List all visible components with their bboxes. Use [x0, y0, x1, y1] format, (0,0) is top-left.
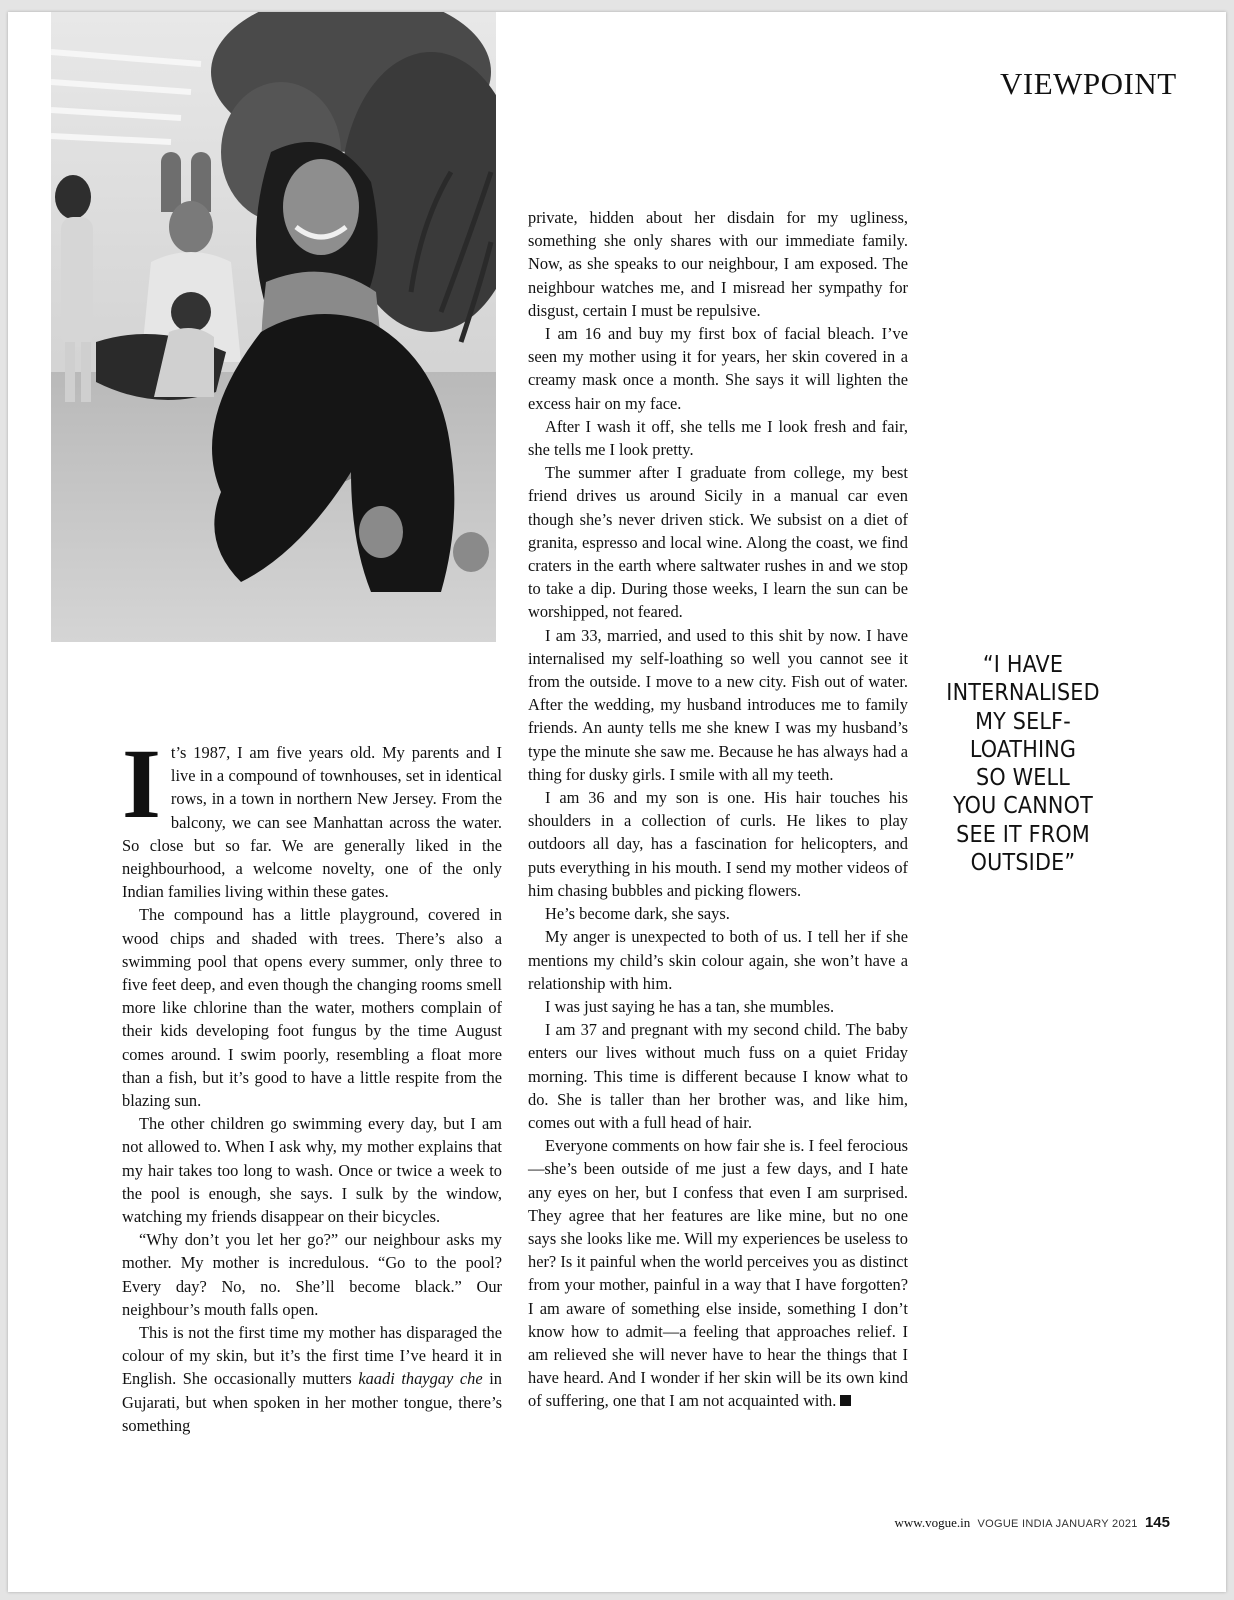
pull-quote-line: OUTSIDE”: [970, 850, 1076, 877]
article-column-middle: [528, 206, 908, 1413]
paragraph: t’s 1987, I am five years old. My parents and I live in a compound of townhouses, set in identical rows, in a town in northern New Jersey. From the balcony, we can see Manhattan across the water. So close but so far. We are generally liked in the neighbourhood, a welcome novelty, one of the only Indian families living within these gates.: [122, 743, 502, 902]
pull-quote-line: YOU CANNOT: [953, 793, 1093, 820]
section-label: VIEWPOINT: [1000, 66, 1177, 101]
portrait-photo-icon: [51, 12, 496, 642]
paragraph: [122, 1321, 502, 1437]
pull-quote-line: INTERNALISED: [946, 680, 1100, 707]
article-column-left: [122, 728, 502, 1437]
paragraph: After I wash it off, she tells me I look fresh and fair, she tells me I look pretty.: [528, 416, 908, 460]
paragraph: The compound has a little playground, covered in wood chips and shaded with trees. There’s also a swimming pool that opens every summer, only three to five feet deep, and even though the changing rooms smell more like chlorine than the water, mothers complain of their kids developing foot fungus by the time August comes around. I swim poorly, resembling a float more than a fish, but it’s good to have a little respite from the blazing sun.: [122, 905, 502, 1111]
gujarati-phrase: kaadi thaygay che: [358, 1369, 483, 1389]
end-mark-icon: [840, 1395, 851, 1406]
pull-quote-line: MY SELF-: [975, 708, 1071, 735]
magazine-issue: VOGUE INDIA JANUARY 2021: [977, 1518, 1138, 1530]
paragraph: I am 37 and pregnant with my second child. The baby enters our lives without much fuss on a quiet Friday morning. This time is different because I know what to do. She is taller than her brother was, and like him, comes out with a full head of hair.: [528, 1020, 908, 1132]
paragraph: He’s become dark, she says.: [545, 904, 730, 924]
paragraph: I was just saying he has a tan, she mumbles.: [545, 996, 835, 1016]
pull-quote-line: “I HAVE: [982, 652, 1064, 678]
paragraph: The other children go swimming every day, but I am not allowed to. When I ask why, my mother explains that my hair takes too long to wash. Once or twice a week to the pool is enough, she says. I sulk by the window, watching my friends disappear on their bicycles.: [122, 1114, 502, 1227]
page-number: 145: [1144, 1514, 1170, 1531]
paragraph: “Why don’t you let her go?” our neighbour asks my mother. My mother is incredulous. “Go to the pool? Every day? No, no. She’ll become black.” Our neighbour’s mouth falls open.: [122, 1230, 502, 1319]
paragraph: The summer after I graduate from college, my best friend drives us around Sicily in a manual car even though she’s never driven stick. We subsist on a diet of granita, espresso and local wine. Along the coast, we find craters in the earth where saltwater rushes in and we stop to take a dip. During those weeks, I learn the sun can be worshipped, not feared.: [528, 463, 908, 622]
drop-cap: I: [122, 728, 161, 839]
paragraph-text: This is not the first time my mother has disparaged the colour of my skin, but it’s the first time I’ve heard it in English. She occasionally mutters: [122, 1323, 502, 1389]
paragraph: I am 16 and buy my first box of facial bleach. I’ve seen my mother using it for years, her skin covered in a creamy mask once a month. She says it will lighten the excess hair on my face.: [528, 324, 908, 413]
paragraph: I am 33, married, and used to this shit by now. I have internalised my self-loathing so well you cannot see it from the outside. I move to a new city. Fish out of water. After the wedding, my husband introduces me to family friends. An aunty tells me she knew I was my husband’s type the minute she saw me. Because he has always had a thing for dusky girls. I smile with all my teeth.: [528, 625, 908, 784]
website-url: www.vogue.in: [894, 1515, 971, 1530]
article-photo: [51, 12, 496, 642]
pull-quote: [928, 651, 1118, 877]
pull-quote-line: SEE IT FROM: [956, 821, 1090, 848]
page-footer: [895, 1514, 1170, 1531]
paragraph-text: Everyone comments on how fair she is. I feel ferocious—she’s been outside of me just a few days, and I hate any eyes on her, but I confess that even I am surprised. They agree that her features are like mine, but no one says she looks like me. Will my experiences be useless to her? Is it painful when the world perceives you as distinct from your mother, painful in a way that I have forgotten? I am aware of something else inside, something I don’t know how to admit—a feeling that approaches relief. I am relieved she will never have to hear the things that I have heard. And I wonder if her skin will be its own kind of suffering, one that I am not acquainted with.: [528, 1136, 908, 1411]
paragraph: My anger is unexpected to both of us. I tell her if she mentions my child’s skin colour again, she won’t have a relationship with him.: [528, 927, 908, 993]
pull-quote-line: SO WELL: [976, 765, 1070, 792]
paragraph: [528, 1134, 908, 1412]
pull-quote-line: LOATHING: [969, 736, 1077, 763]
paragraph: private, hidden about her disdain for my ugliness, something she only shares with our immediate family. Now, as she speaks to our neighbour, I am exposed. The neighbour watches me, and I misread her sympathy for disgust, certain I must be repulsive.: [528, 208, 908, 320]
paragraph: I am 36 and my son is one. His hair touches his shoulders in a collection of curls. He likes to play outdoors all day, has a fascination for helicopters, and puts everything in his mouth. I send my mother videos of him chasing bubbles and picking flowers.: [528, 788, 908, 900]
paragraph-text: in Gujarati, but when spoken in her mother tongue, there’s something: [122, 1369, 502, 1435]
